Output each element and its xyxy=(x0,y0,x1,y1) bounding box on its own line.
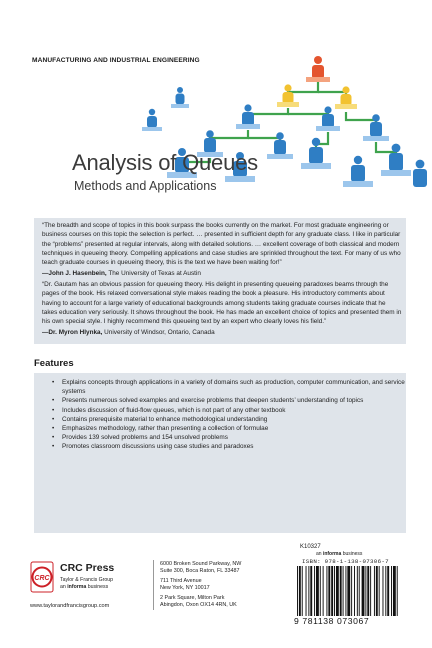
barcode-bar xyxy=(391,566,392,616)
barcode-bar xyxy=(376,566,378,616)
tagline-suffix: business xyxy=(87,584,109,590)
address-abingdon xyxy=(160,595,237,609)
divider xyxy=(153,560,154,610)
catalog-code: K10327 xyxy=(300,544,321,550)
barcode-bar xyxy=(347,566,350,616)
informa-prefix: an xyxy=(316,551,322,557)
features-list xyxy=(34,373,406,452)
publisher-group: Taylor & Francis Group xyxy=(60,577,114,583)
publisher-website: www.taylorandfrancisgroup.com xyxy=(30,603,110,609)
barcode-bar xyxy=(367,566,369,616)
review-author: —John J. Hasenbein, xyxy=(42,270,107,278)
barcode-bar xyxy=(359,566,360,616)
barcode-bar xyxy=(340,566,342,616)
barcode-bar xyxy=(374,566,375,616)
features-heading: Features xyxy=(34,358,74,369)
barcode-bar xyxy=(393,566,396,616)
address-line: Suite 300, Boca Raton, FL 33487 xyxy=(160,567,240,574)
barcode-bar xyxy=(310,566,312,616)
series-title: MANUFACTURING AND INDUSTRIAL ENGINEERING xyxy=(32,57,200,64)
barcode-bar xyxy=(316,566,319,616)
barcode-bar xyxy=(343,566,344,616)
barcode-bar xyxy=(354,566,355,616)
review-quote: “Dr. Gautam has an obvious passion for queueing theory. His delight in presenting queueing paradoxes beams through the pages of the book. His relaxed conversational style makes reading the book a pleasure. His introductory comments about having to account for a large variety of educational backgrounds among students taking graduate courses indicate that he takes education very seriously. It shows throughout the book. He has made an excellent choice of topics and presented them in his own special style. I highly recommend this queueing text by an expert who clearly loves his field.” xyxy=(42,281,402,326)
crc-logo-icon xyxy=(30,561,54,593)
informa-suffix: business xyxy=(342,551,363,557)
barcode-bar xyxy=(397,566,398,616)
barcode-bar xyxy=(331,566,333,616)
barcode-informa xyxy=(316,551,362,557)
address-boca-raton xyxy=(160,561,241,575)
feature-item: • Contains prerequisite material to enhance methodological understanding xyxy=(52,415,406,424)
tagline-brand: informa xyxy=(67,584,87,590)
barcode-bar xyxy=(334,566,335,616)
review-affiliation: University of Windsor, Ontario, Canada xyxy=(104,329,215,337)
barcode-bar xyxy=(302,566,303,616)
review-author: —Dr. Myron Hlynka, xyxy=(42,329,103,337)
informa-brand: informa xyxy=(322,551,342,557)
barcode-bar xyxy=(345,566,346,616)
tagline-prefix: an xyxy=(60,584,66,590)
isbn-text: ISBN: 978-1-138-07306-7 xyxy=(302,558,389,565)
barcode-bar xyxy=(299,566,301,616)
barcode-bar xyxy=(383,566,384,616)
feature-item: • Presents numerous solved examples and exercise problems that deepen students’ understanding of topics xyxy=(52,396,406,405)
feature-item: • Promotes classroom discussions using case studies and paradoxes xyxy=(52,442,406,451)
features-panel xyxy=(34,373,406,533)
barcode-bar xyxy=(320,566,321,616)
review-affiliation: The University of Texas at Austin xyxy=(108,270,201,278)
logo-text: CRC xyxy=(34,575,50,582)
barcode-bar xyxy=(357,566,358,616)
barcode-bar xyxy=(323,566,324,616)
barcode-bar xyxy=(387,566,389,616)
book-title: Analysis of Queues xyxy=(72,150,258,175)
address-new-york xyxy=(160,578,210,592)
address-line: Abingdon, Oxon OX14 4RN, UK xyxy=(160,601,237,608)
feature-item: • Provides 139 solved problems and 154 unsolved problems xyxy=(52,433,406,442)
barcode xyxy=(294,566,400,616)
figure-top xyxy=(306,56,330,82)
address-line: New York, NY 10017 xyxy=(160,584,210,591)
barcode-bar xyxy=(336,566,339,616)
barcode-bar xyxy=(379,566,380,616)
barcode-bar xyxy=(314,566,315,616)
barcode-bar xyxy=(306,566,307,616)
barcode-bar xyxy=(308,566,309,616)
feature-item: • Explains concepts through applications in a variety of domains such as production, computer communication, and service systems xyxy=(52,378,406,396)
review-attribution xyxy=(42,269,402,278)
address-line: 2 Park Square, Milton Park xyxy=(160,595,225,601)
publisher-name: CRC Press xyxy=(60,562,115,574)
book-subtitle: Methods and Applications xyxy=(74,179,217,193)
barcode-bar xyxy=(370,566,371,616)
barcode-digits: 9 781138 073067 xyxy=(294,616,370,626)
review-hlynka xyxy=(42,280,402,338)
address-line: 6000 Broken Sound Parkway, NW xyxy=(160,561,242,567)
barcode-bar xyxy=(297,566,298,616)
review-hasenbein xyxy=(42,221,402,279)
barcode-bar xyxy=(362,566,365,616)
review-quote: “The breadth and scope of topics in this book surpass the books currently on the market. For most graduate engineering or business courses on this topic the selection is perfect. … presented in sufficient depth for any graduate class. I like in particular the “problems” presented at regular intervals, along with detailed solutions. … excellent coverage of both classical and modern techniques in queueing theory. Compelling applications and case studies are sprinkled throughout the text. For many of us who teach graduate courses in queueing theory, this is the text we have been waiting for!” xyxy=(42,222,401,267)
review-attribution xyxy=(42,328,402,337)
feature-item: • Emphasizes methodology, rather than presenting a collection of formulae xyxy=(52,424,406,433)
barcode-bar xyxy=(351,566,352,616)
barcode-bar xyxy=(385,566,386,616)
address-line: 711 Third Avenue xyxy=(160,578,202,584)
barcode-bar xyxy=(365,566,366,616)
barcode-bar xyxy=(328,566,330,616)
barcode-bar xyxy=(326,566,327,616)
feature-item: • Includes discussion of fluid-flow queues, which is not part of any other textbook xyxy=(52,406,406,415)
publisher-tagline xyxy=(60,584,108,590)
